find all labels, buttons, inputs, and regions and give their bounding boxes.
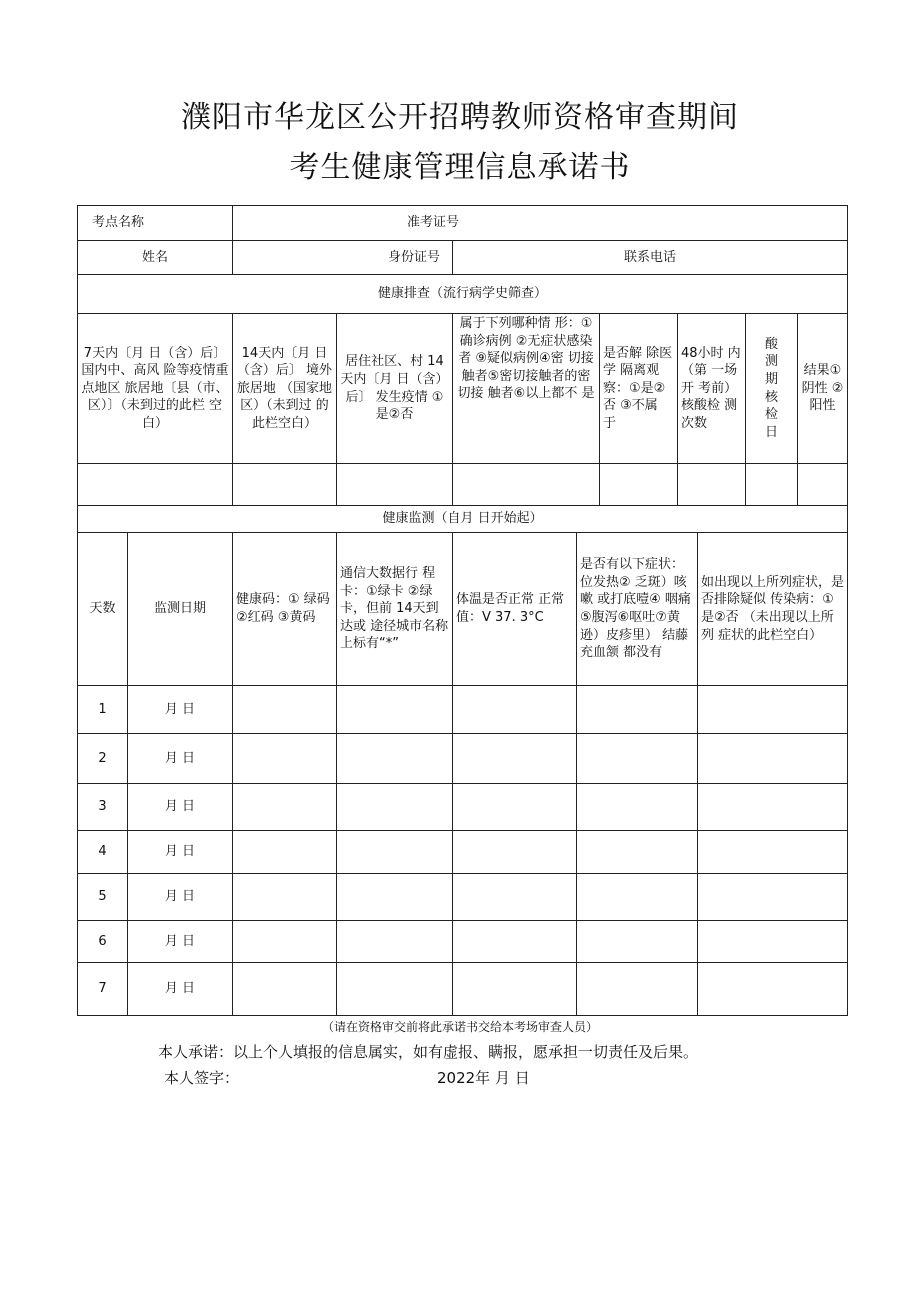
- phone-label: 联系电话: [453, 241, 848, 275]
- screening-col-community-outbreak: 居住社区、村 14天内〔月 日（含）后〕 发生疫情 ①是②否: [337, 314, 453, 464]
- monitoring-table: [77, 505, 848, 1016]
- row-exclude-input[interactable]: [698, 963, 848, 1016]
- monitoring-col-exclude-infection: 如出现以上所列症状，是否排除疑似 传染病：①是②否 （未出现以上所列 症状的此栏空白）: [698, 533, 848, 686]
- row-itinerary-input[interactable]: [337, 686, 453, 734]
- screening-input-test-date[interactable]: [746, 464, 798, 506]
- submission-note: （请在资格审交前将此承诺书交给本考场审查人员）: [321, 1020, 598, 1034]
- row-exclude-input[interactable]: [698, 686, 848, 734]
- row-health-code-input[interactable]: [233, 963, 337, 1016]
- table-row: [78, 963, 848, 1016]
- screening-table: [77, 205, 848, 506]
- row-temperature-input[interactable]: [453, 784, 577, 831]
- row-date[interactable]: 月 日: [128, 874, 233, 921]
- screening-input-domestic[interactable]: [78, 464, 233, 506]
- row-day: 5: [78, 874, 128, 921]
- row-date[interactable]: 月 日: [128, 921, 233, 963]
- row-symptoms-input[interactable]: [577, 963, 698, 1016]
- table-row: [78, 734, 848, 784]
- row-exclude-input[interactable]: [698, 784, 848, 831]
- row-health-code-input[interactable]: [233, 686, 337, 734]
- monitoring-col-date: 监测日期: [128, 533, 233, 686]
- document-title-line1: 濮阳市华龙区公开招聘教师资格审查期间: [181, 100, 739, 135]
- row-health-code-input[interactable]: [233, 831, 337, 874]
- ticket-number-label: 准考证号: [407, 215, 460, 231]
- row-temperature-input[interactable]: [453, 963, 577, 1016]
- id-number-label: 身份证号: [233, 241, 453, 275]
- row-symptoms-input[interactable]: [577, 734, 698, 784]
- row-temperature-input[interactable]: [453, 686, 577, 734]
- exam-site-and-ticket-cell[interactable]: [233, 206, 848, 241]
- row-symptoms-input[interactable]: [577, 831, 698, 874]
- document-title-line2: 考生健康管理信息承诺书: [289, 150, 631, 185]
- row-day: 4: [78, 831, 128, 874]
- table-row: [78, 686, 848, 734]
- screening-col-case-type: 属于下列哪种情 形：①确诊病例 ②无症状感染者 ⑨疑似病例④密 切接触者⑤密切接触者的密切接 触者⑥以上都不 是: [453, 314, 600, 464]
- row-exclude-input[interactable]: [698, 874, 848, 921]
- monitoring-col-day: 天数: [78, 533, 128, 686]
- row-day: 7: [78, 963, 128, 1016]
- monitoring-section-title: 健康监测（自月 日开始起）: [78, 506, 848, 533]
- row-itinerary-input[interactable]: [337, 963, 453, 1016]
- monitoring-col-itinerary-card: 通信大数据行 程卡：①绿卡 ②绿卡，但前 14天到达或 途径城市名称 上标有“*”: [337, 533, 453, 686]
- exam-site-label: 考点名称: [78, 206, 233, 241]
- monitoring-col-symptoms: 是否有以下症状：位发热② 乏斑）咳嗽 或打底噎④ 咽痛⑤腹泻⑥呕吐⑦黄 逊）皮疹里） 结藤充血颔 都没有: [577, 533, 698, 686]
- row-health-code-input[interactable]: [233, 734, 337, 784]
- screening-col-overseas-travel: 14天内〔月 日（含）后〕 境外旅居地 （国家地 区）（未到过 的此栏空白）: [233, 314, 337, 464]
- row-exclude-input[interactable]: [698, 921, 848, 963]
- row-day: 2: [78, 734, 128, 784]
- screening-section-title: 健康排查（流行病学史筛查）: [78, 275, 848, 314]
- screening-input-case-type[interactable]: [453, 464, 600, 506]
- name-label: 姓名: [78, 241, 233, 275]
- row-temperature-input[interactable]: [453, 874, 577, 921]
- row-date[interactable]: 月 日: [128, 831, 233, 874]
- signature-label[interactable]: 本人签字：: [164, 1069, 240, 1087]
- table-row: [78, 784, 848, 831]
- screening-input-community[interactable]: [337, 464, 453, 506]
- commitment-statement: 本人承诺：以上个人填报的信息属实，如有虚报、瞒报，愿承担一切责任及后果。: [158, 1043, 699, 1061]
- row-day: 1: [78, 686, 128, 734]
- row-itinerary-input[interactable]: [337, 784, 453, 831]
- row-itinerary-input[interactable]: [337, 831, 453, 874]
- table-row: [78, 831, 848, 874]
- screening-input-quarantine[interactable]: [600, 464, 678, 506]
- row-date[interactable]: 月 日: [128, 784, 233, 831]
- row-temperature-input[interactable]: [453, 921, 577, 963]
- row-temperature-input[interactable]: [453, 734, 577, 784]
- signature-date[interactable]: 2022年 月 日: [437, 1069, 530, 1087]
- row-health-code-input[interactable]: [233, 784, 337, 831]
- monitoring-col-temperature: 体温是否正常 正常值：V 37. 3°C: [453, 533, 577, 686]
- row-day: 6: [78, 921, 128, 963]
- row-health-code-input[interactable]: [233, 874, 337, 921]
- screening-col-quarantine-release: 是否解 除医学 隔离观 察：①是②否 ③不属 于: [600, 314, 678, 464]
- table-row: [78, 921, 848, 963]
- row-itinerary-input[interactable]: [337, 734, 453, 784]
- screening-col-test-result: 结果①阴性 ②阳性: [798, 314, 848, 464]
- row-date[interactable]: 月 日: [128, 686, 233, 734]
- screening-col-nucleic-test-count: 48小时 内（第 一场开 考前）核酸检 测次数: [678, 314, 746, 464]
- row-health-code-input[interactable]: [233, 921, 337, 963]
- row-exclude-input[interactable]: [698, 734, 848, 784]
- row-temperature-input[interactable]: [453, 831, 577, 874]
- table-row: [78, 874, 848, 921]
- row-symptoms-input[interactable]: [577, 686, 698, 734]
- row-itinerary-input[interactable]: [337, 921, 453, 963]
- monitoring-col-health-code: 健康码：① 绿码②红码 ③黄码: [233, 533, 337, 686]
- row-symptoms-input[interactable]: [577, 921, 698, 963]
- screening-input-test-count[interactable]: [678, 464, 746, 506]
- screening-input-result[interactable]: [798, 464, 848, 506]
- row-symptoms-input[interactable]: [577, 874, 698, 921]
- row-symptoms-input[interactable]: [577, 784, 698, 831]
- screening-input-overseas[interactable]: [233, 464, 337, 506]
- row-exclude-input[interactable]: [698, 831, 848, 874]
- row-itinerary-input[interactable]: [337, 874, 453, 921]
- row-date[interactable]: 月 日: [128, 734, 233, 784]
- row-date[interactable]: 月 日: [128, 963, 233, 1016]
- row-day: 3: [78, 784, 128, 831]
- screening-col-domestic-travel: 7天内〔月 日（含）后〕国内中、高风 险等疫情重点地区 旅居地〔县（市、 区）〕（未到过的此栏 空白）: [78, 314, 233, 464]
- screening-col-test-date: 酸测期核检日: [746, 314, 798, 464]
